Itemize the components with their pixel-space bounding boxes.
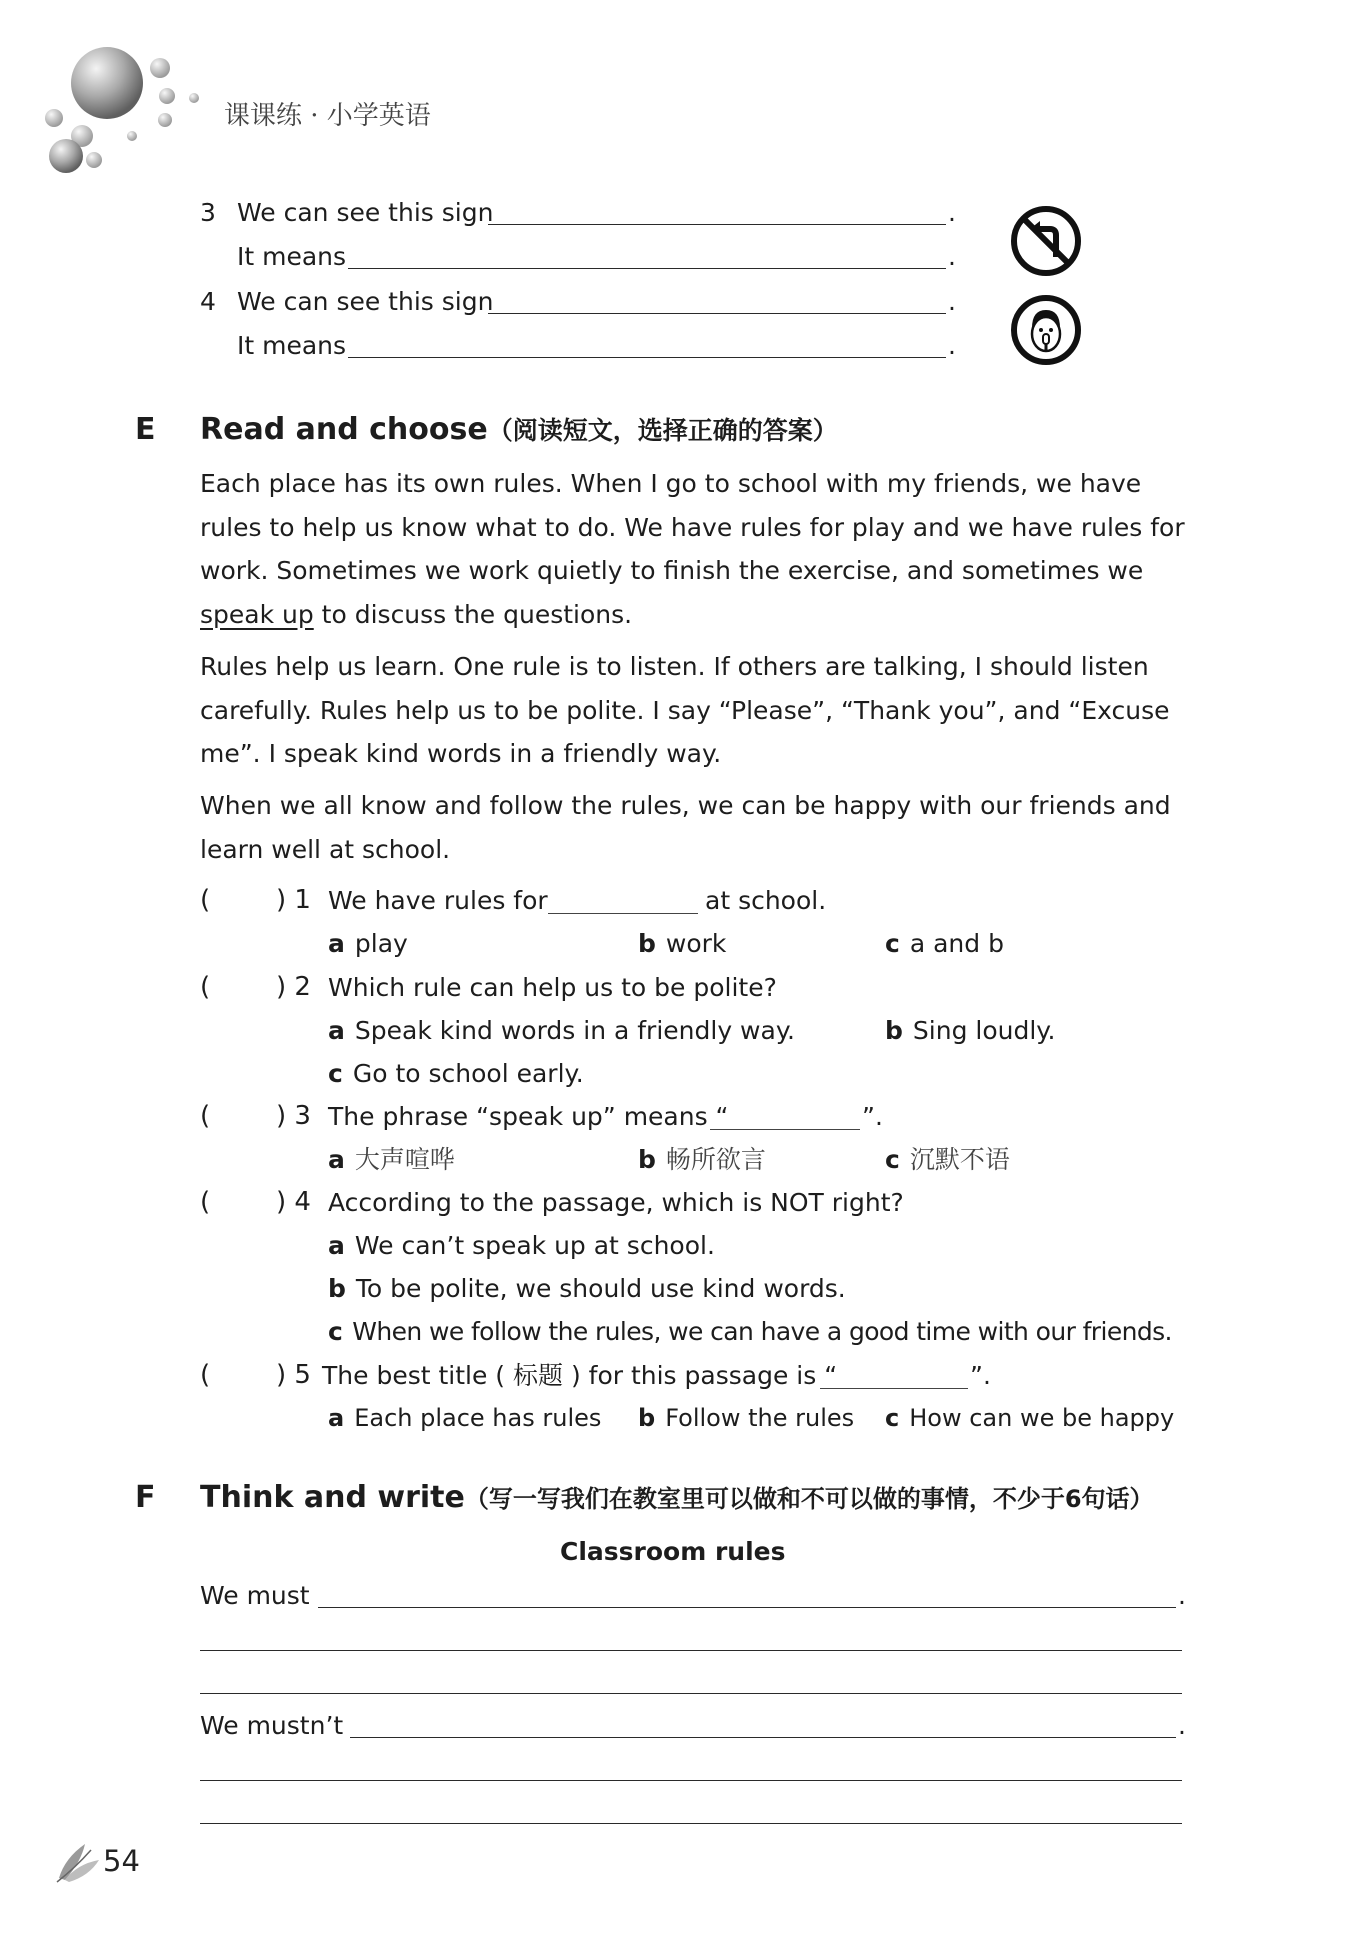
section-e-note: （阅读短文，选择正确的答案） bbox=[487, 416, 838, 445]
answer-line[interactable] bbox=[348, 357, 946, 358]
period: . bbox=[948, 331, 956, 360]
underlined-phrase: speak up bbox=[200, 599, 314, 629]
answer-bracket-open[interactable]: ( bbox=[200, 1360, 211, 1390]
option-c[interactable]: c How can we be happy bbox=[885, 1404, 1175, 1432]
question-number: 3 bbox=[200, 198, 216, 227]
option-a[interactable]: a We can’t speak up at school. bbox=[328, 1231, 715, 1260]
blank-line[interactable] bbox=[710, 1129, 860, 1130]
section-e-title-text: Read and choose bbox=[200, 412, 488, 447]
period: . bbox=[1178, 1711, 1186, 1740]
passage-paragraph-1 bbox=[200, 462, 1190, 636]
question-stem-after: at school. bbox=[705, 886, 827, 915]
writing-line[interactable] bbox=[200, 1650, 1182, 1651]
means-prompt: It means bbox=[237, 242, 347, 271]
period: . bbox=[948, 198, 956, 227]
option-a[interactable]: a play bbox=[328, 929, 408, 958]
option-b[interactable]: b 畅所欲言 bbox=[638, 1145, 766, 1174]
leaf-icon bbox=[55, 1838, 103, 1884]
option-b[interactable]: b Follow the rules bbox=[638, 1404, 855, 1432]
question-stem: According to the passage, which is NOT right? bbox=[328, 1188, 904, 1217]
writing-line[interactable] bbox=[350, 1737, 1176, 1738]
option-c[interactable]: c When we follow the rules, we can have a good time with our friends. bbox=[328, 1317, 1172, 1346]
must-prompt: We must bbox=[200, 1581, 310, 1610]
answer-bracket-close: ) 3 bbox=[276, 1101, 311, 1131]
option-b[interactable]: b Sing loudly. bbox=[885, 1016, 1056, 1045]
answer-bracket-open[interactable]: ( bbox=[200, 1101, 211, 1131]
answer-line[interactable] bbox=[488, 224, 946, 225]
page-footer bbox=[55, 1838, 145, 1888]
answer-line[interactable] bbox=[348, 268, 946, 269]
option-a[interactable]: a 大声喧哗 bbox=[328, 1145, 455, 1174]
option-b[interactable]: b work bbox=[638, 929, 727, 958]
passage-text: Each place has its own rules. When I go to school with my friends, we have rules to help us know what to do. We have rules for play and we have rules for work. Sometimes we work quietly to finish the exercise, and sometimes we bbox=[200, 469, 1185, 585]
period: . bbox=[1178, 1581, 1186, 1610]
writing-line[interactable] bbox=[318, 1607, 1176, 1608]
sign-prompt: We can see this sign bbox=[237, 287, 494, 316]
period: . bbox=[948, 242, 956, 271]
book-title: 课课练 · 小学英语 bbox=[224, 101, 431, 131]
option-c[interactable]: c 沉默不语 bbox=[885, 1145, 1010, 1174]
period: . bbox=[948, 287, 956, 316]
section-f-note: （写一写我们在教室里可以做和不可以做的事情，不少于6句话） bbox=[464, 1485, 1154, 1513]
writing-line[interactable] bbox=[200, 1823, 1182, 1824]
blank-line[interactable] bbox=[548, 913, 698, 914]
question-stem: The phrase “speak up” means “ bbox=[328, 1102, 729, 1131]
answer-bracket-open[interactable]: ( bbox=[200, 972, 211, 1002]
answer-bracket-open[interactable]: ( bbox=[200, 885, 211, 915]
means-prompt: It means bbox=[237, 331, 347, 360]
answer-bracket-open[interactable]: ( bbox=[200, 1187, 211, 1217]
writing-line[interactable] bbox=[200, 1693, 1182, 1694]
writing-line[interactable] bbox=[200, 1780, 1182, 1781]
section-letter-f: F bbox=[135, 1480, 156, 1515]
writing-subtitle: Classroom rules bbox=[560, 1537, 786, 1566]
question-number: 4 bbox=[200, 287, 216, 316]
no-left-turn-icon bbox=[1010, 205, 1082, 277]
section-f-title-text: Think and write bbox=[200, 1480, 465, 1515]
question-stem-after: ”. bbox=[862, 1102, 883, 1131]
question-stem: Which rule can help us to be polite? bbox=[328, 973, 777, 1002]
section-letter-e: E bbox=[135, 412, 156, 447]
question-stem: The best title ( 标题 ) for this passage is “ bbox=[322, 1361, 838, 1390]
passage-text: to discuss the questions. bbox=[313, 599, 633, 629]
sign-prompt: We can see this sign bbox=[237, 198, 494, 227]
answer-bracket-close: ) 4 bbox=[276, 1187, 311, 1217]
answer-bracket-close: ) 1 bbox=[276, 885, 311, 915]
mustnt-prompt: We mustn’t bbox=[200, 1711, 344, 1740]
answer-bracket-close: ) 2 bbox=[276, 972, 311, 1002]
option-c[interactable]: c a and b bbox=[885, 929, 1004, 958]
option-c[interactable]: c Go to school early. bbox=[328, 1059, 584, 1088]
blank-line[interactable] bbox=[820, 1388, 968, 1389]
question-stem-after: ”. bbox=[970, 1361, 991, 1390]
page-number: 54 bbox=[103, 1844, 140, 1878]
keep-quiet-icon bbox=[1010, 294, 1082, 366]
section-f-title bbox=[200, 1479, 1154, 1515]
passage-paragraph-2: Rules help us learn. One rule is to listen. If others are talking, I should listen carefully. Rules help us to be polite. I say “Please”, “Thank you”, and “Excuse me”. I speak kind words in a friendly way. bbox=[200, 652, 1170, 768]
question-stem: We have rules for bbox=[328, 886, 548, 915]
section-e-title bbox=[200, 411, 838, 447]
bubbles-decoration-icon bbox=[42, 38, 202, 178]
answer-bracket-close: ) 5 bbox=[276, 1360, 311, 1390]
option-a[interactable]: a Speak kind words in a friendly way. bbox=[328, 1016, 795, 1045]
option-b[interactable]: b To be polite, we should use kind words. bbox=[328, 1274, 846, 1303]
passage-paragraph-3: When we all know and follow the rules, we can be happy with our friends and learn well at school. bbox=[200, 791, 1171, 864]
answer-line[interactable] bbox=[488, 313, 946, 314]
option-a[interactable]: a Each place has rules bbox=[328, 1404, 602, 1432]
